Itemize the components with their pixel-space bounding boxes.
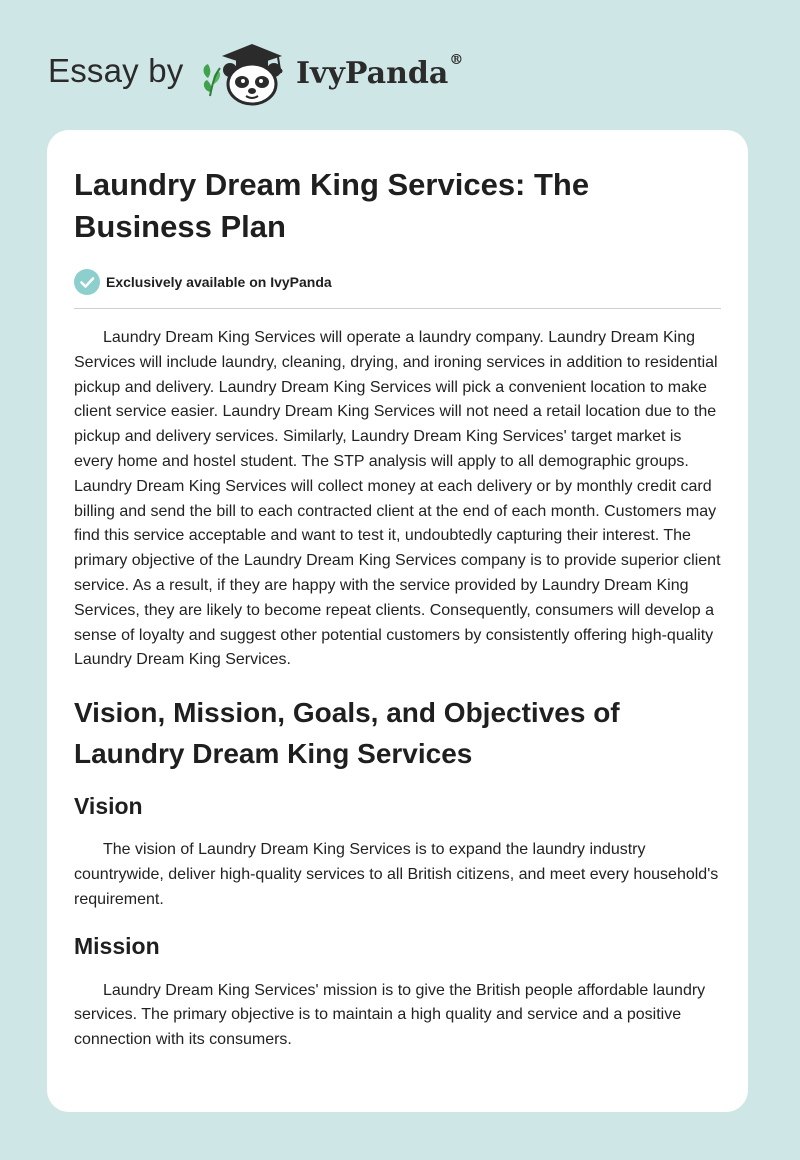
exclusive-badge	[74, 268, 721, 296]
ivypanda-logo-icon[interactable]	[200, 34, 292, 108]
vision-paragraph: The vision of Laundry Dream King Services is to expand the laundry industry countrywide, deliver high-quality services to all British citizens, and meet every household's requirement.	[74, 841, 719, 908]
page-title: Laundry Dream King Services: The Business Plan	[74, 167, 590, 244]
brand-name[interactable]: IvyPanda®	[296, 52, 464, 91]
mission-heading: Mission	[74, 932, 160, 959]
checkmark-icon	[74, 269, 100, 295]
site-header	[48, 34, 488, 108]
section-heading: Vision, Mission, Goals, and Objectives of Laundry Dream King Services	[74, 697, 620, 770]
vision-heading: Vision	[74, 793, 143, 820]
registered-mark: ®	[449, 52, 464, 68]
mission-paragraph: Laundry Dream King Services' mission is to give the British people affordable laundry services. The primary objective is to maintain a high quality and service and a positive connection with its consumers.	[74, 981, 706, 1049]
exclusive-badge-text: Exclusively available on IvyPanda	[106, 274, 332, 290]
article-card	[47, 130, 748, 1112]
divider	[74, 308, 721, 309]
intro-paragraph: Laundry Dream King Services will operate a laundry company. Laundry Dream King Services will include laundry, cleaning, drying, and ironing services in addition to residential pickup and delivery. Laundry Dream King Services will pick a convenient location to make client service easier. Laundry Dream King Services will not need a retail location due to the pickup and delivery services. Similarly, Laundry Dream King Services' target market is every home and hostel student. The STP analysis will apply to all demographic groups. Laundry Dream King Services will collect money at each delivery or by monthly credit card billing and send the bill to each contracted client at the end of each month. Customers may find this service acceptable and want to test it, undoubtedly capturing their interest. The primary objective of the Laundry Dream King Services company is to provide superior client service. As a result, if they are happy with the service provided by Laundry Dream King Services, they are likely to become repeat clients. Consequently, consumers will develop a sense of loyalty and suggest other potential customers by consistently offering high-quality Laundry Dream King Services.	[74, 329, 721, 669]
essay-by-text: Essay by	[48, 52, 184, 89]
